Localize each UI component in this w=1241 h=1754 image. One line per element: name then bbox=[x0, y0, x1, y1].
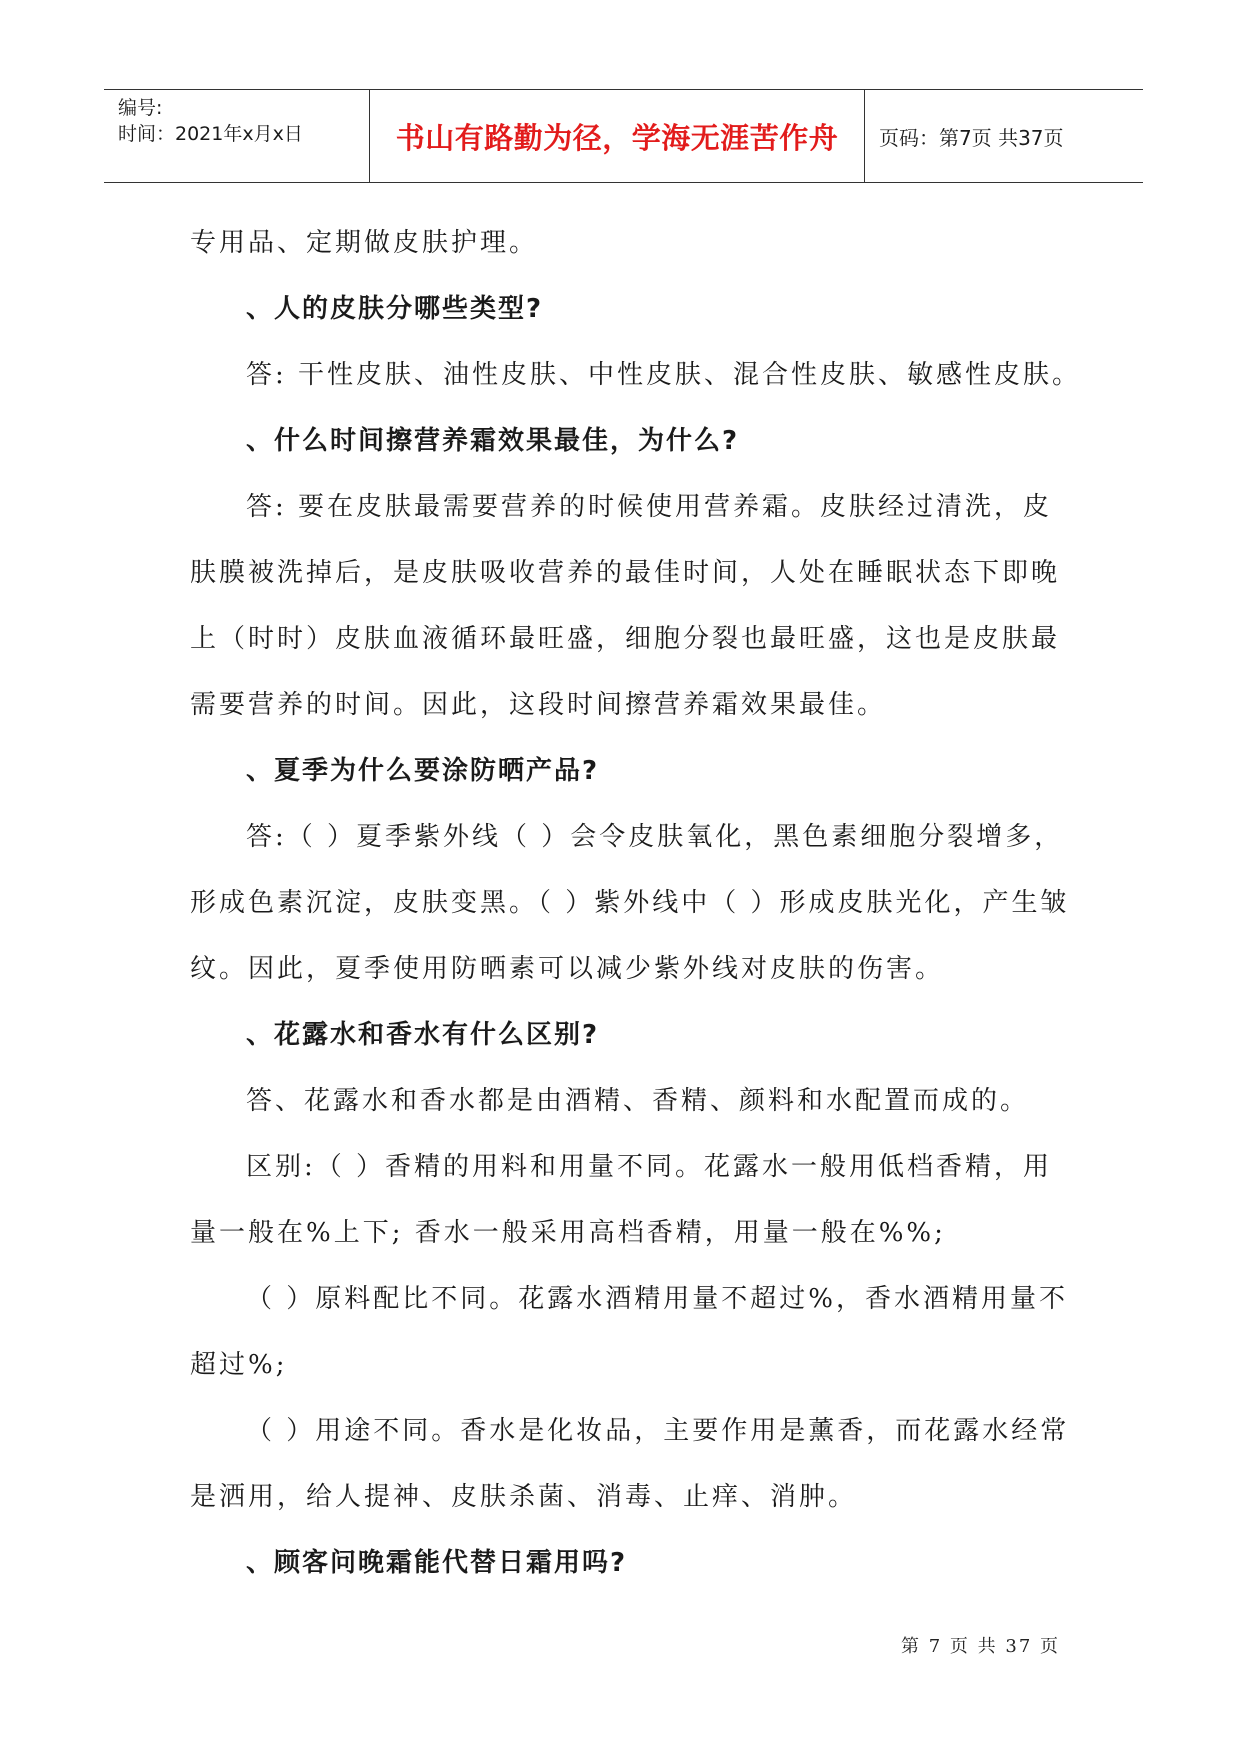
text-line: 纹。因此，夏季使用防晒素可以减少紫外线对皮肤的伤害。 bbox=[190, 954, 945, 984]
document-body bbox=[190, 210, 1082, 1596]
answer-line: （ ）用途不同。香水是化妆品，主要作用是薰香，而花露水经常 bbox=[246, 1416, 1070, 1446]
question-heading: 、什么时间擦营养霜效果最佳，为什么? bbox=[246, 426, 740, 456]
text-line: 量一般在%上下; 香水一般采用高档香精，用量一般在%%; bbox=[190, 1218, 946, 1248]
header-page-info: 页码：第7页 共37页 bbox=[879, 125, 1064, 150]
answer-line: 区别:（ ）香精的用料和用量不同。花露水一般用低档香精，用 bbox=[246, 1152, 1053, 1182]
time-label: 时间：2021年x月x日 bbox=[118, 123, 303, 145]
text-line: 形成色素沉淀，皮肤变黑。（ ）紫外线中（ ）形成皮肤光化，产生皱 bbox=[190, 888, 1070, 918]
serial-label: 编号: bbox=[118, 97, 163, 119]
answer-line: 答: 干性皮肤、油性皮肤、中性皮肤、混合性皮肤、敏感性皮肤。 bbox=[246, 360, 1082, 390]
text-line: 需要营养的时间。因此，这段时间擦营养霜效果最佳。 bbox=[190, 690, 887, 720]
header-motto: 书山有路勤为径，学海无涯苦作舟 bbox=[370, 90, 865, 182]
answer-line: 答:（ ）夏季紫外线（ ）会令皮肤氧化，黑色素细胞分裂增多， bbox=[246, 822, 1064, 852]
page-footer: 第 7 页 共 37 页 bbox=[901, 1636, 1060, 1657]
text-line: 肤膜被洗掉后，是皮肤吸收营养的最佳时间，人处在睡眠状态下即晚 bbox=[190, 558, 1061, 588]
text-line: 超过%; bbox=[190, 1350, 288, 1380]
question-heading: 、人的皮肤分哪些类型? bbox=[246, 294, 544, 324]
header-meta bbox=[104, 90, 370, 182]
question-heading: 、夏季为什么要涂防晒产品? bbox=[246, 756, 600, 786]
answer-line: 答、花露水和香水都是由酒精、香精、颜料和水配置而成的。 bbox=[246, 1086, 1030, 1116]
text-line: 上（时时）皮肤血液循环最旺盛，细胞分裂也最旺盛，这也是皮肤最 bbox=[190, 624, 1061, 654]
answer-line: 答: 要在皮肤最需要营养的时候使用营养霜。皮肤经过清洗，皮 bbox=[246, 492, 1053, 522]
question-heading: 、花露水和香水有什么区别? bbox=[246, 1020, 600, 1050]
question-heading: 、顾客问晚霜能代替日霜用吗? bbox=[246, 1548, 628, 1578]
answer-line: （ ）原料配比不同。花露水酒精用量不超过%，香水酒精用量不 bbox=[246, 1284, 1068, 1314]
text-line: 是洒用，给人提神、皮肤杀菌、消毒、止痒、消肿。 bbox=[190, 1482, 858, 1512]
page-header bbox=[104, 89, 1143, 183]
text-line: 专用品、定期做皮肤护理。 bbox=[190, 228, 539, 258]
